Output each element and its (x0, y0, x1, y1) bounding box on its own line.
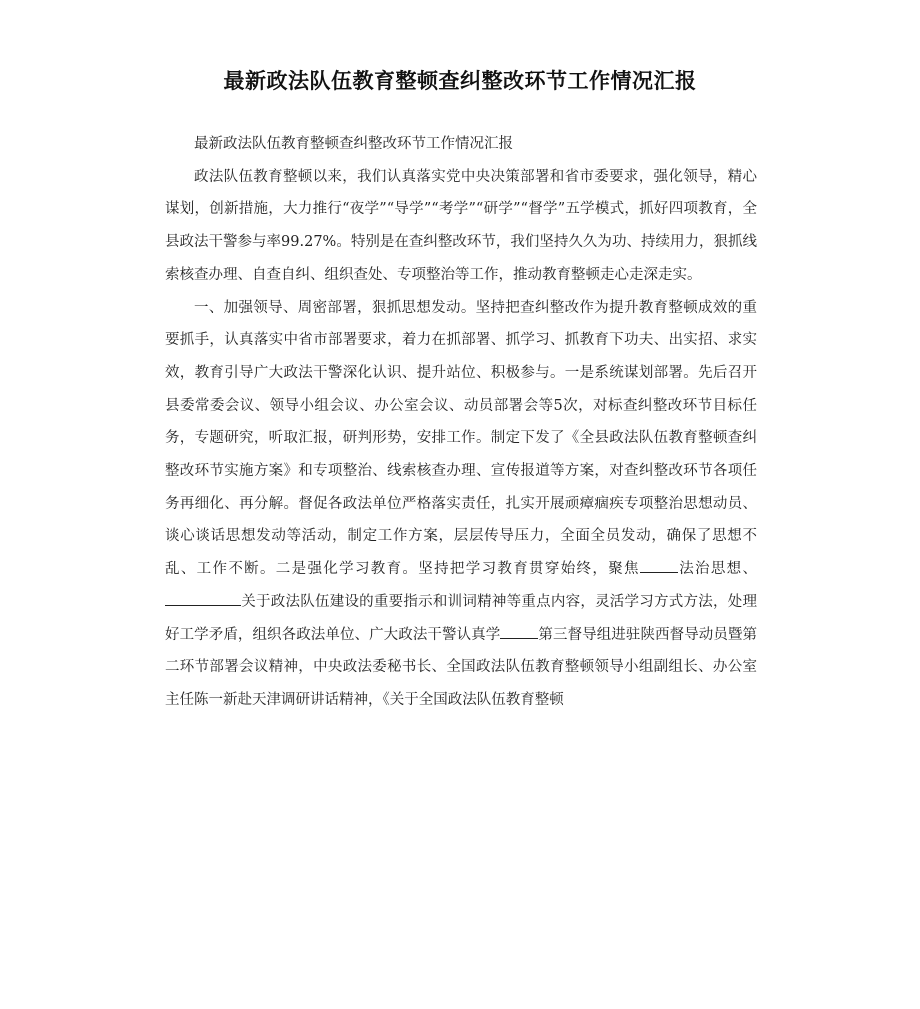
paragraph-section-one (165, 292, 757, 717)
paragraph-text-1: 一、加强领导、周密部署，狠抓思想发动。坚持把查纠整改作为提升教育整顿成效的重要抓手，认真落实中省市部署要求，着力在抓部署、抓学习、抓教育下功夫、出实招、求实效，教育引导广大政法干警深化认识、提升站位、积极参与。一是系统谋划部署。先后召开县委常委会议、领导小组会议、办公室会议、动员部署会等5次，对标查纠整改环节目标任务，专题研究，听取汇报，研判形势，安排工作。制定下发了《全县政法队伍教育整顿查纠整改环节实施方案》和专项整治、线索核查办理、宣传报道等方案，对查纠整改环节各项任务再细化、再分解。督促各政法单位严格落实责任，扎实开展顽瘴痼疾专项整治思想动员、谈心谈话思想发动等活动，制定工作方案，层层传导压力，全面全员发动，确保了思想不乱、工作不断。二是强化学习教育。坚持把学习教育贯穿始终，聚焦 (165, 299, 757, 578)
document-body (165, 128, 757, 717)
paragraph-text-3: 关于政法队伍建设的重要指示和训词精神等重点内容，灵活学习方式方法，处理好工学矛盾，组织各政法单位、广大政法干警认真学 (165, 593, 757, 643)
fill-blank (500, 622, 538, 638)
document-subtitle: 最新政法队伍教育整顿查纠整改环节工作情况汇报 (194, 136, 513, 152)
paragraph-intro: 政法队伍教育整顿以来，我们认真落实党中央决策部署和省市委要求，强化领导，精心谋划，创新措施，大力推行“夜学”“导学”“考学”“研学”“督学”五学模式，抓好四项教育，全县政法干警参与率99.27%。特别是在查纠整改环节，我们坚持久久为功、持续用力，狠抓线索核查办理、自查自纠、组织查处、专项整治等工作，推动教育整顿走心走深走实。 (165, 168, 757, 283)
document-title: 最新政法队伍教育整顿查纠整改环节工作情况汇报 (223, 69, 697, 93)
paragraph-text-4: 第三督导组进驻陕西督导动员暨第二环节部署会议精神，中央政法委秘书长、全国政法队伍教育整顿领导小组副组长、办公室主任陈一新赴天津调研讲话精神，《关于全国政法队伍教育整顿 (165, 626, 758, 708)
fill-blank (165, 590, 241, 606)
paragraph-text-2: 法治思想、 (677, 561, 758, 578)
fill-blank (640, 557, 678, 573)
